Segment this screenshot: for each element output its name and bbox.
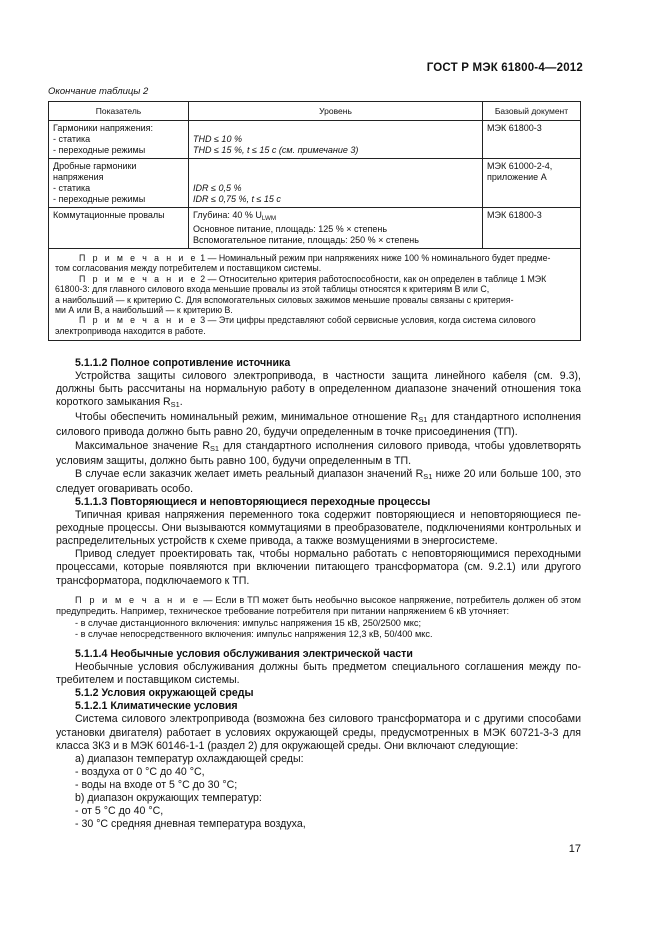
table-row bbox=[49, 159, 581, 208]
cell-line: Коммутационные провалы bbox=[53, 210, 165, 220]
section-heading-5114: 5.1.1.4 Необычные условия обслуживания электрической части bbox=[75, 647, 413, 660]
note-1 bbox=[55, 253, 574, 263]
body-text bbox=[56, 357, 581, 831]
subscript: S1 bbox=[209, 443, 220, 453]
cell-line: IDR ≤ 0,5 % bbox=[193, 183, 242, 193]
note-label: П р и м е ч а н и е bbox=[79, 273, 198, 284]
col-header-indicator: Показатель bbox=[49, 102, 189, 121]
text: В случае если заказчик желает иметь реальный диапазон значений R bbox=[75, 467, 424, 480]
cell-line: МЭК 61000-2-4, bbox=[487, 161, 553, 171]
note-text: 2 — Относительно критерия работоспособности, как он определен в таблице 1 МЭК bbox=[197, 273, 547, 284]
text: для стандартного исполнения силового привода, чтобы удовлетворять условиям защиты, должно быть равно 100, будучи определенным в ТП. bbox=[56, 439, 581, 467]
cell-line: - переходные режимы bbox=[53, 145, 146, 155]
paragraph: Привод следует проектировать так, чтобы нормально работать с неповторяющимися переходными процессами, которые появляются при включении питающего трансформатора (см. 9.2.1) или другого трансформатора, подключаемого к ТП. bbox=[56, 548, 581, 587]
note-line: том согласования между потребителем и поставщиком системы. bbox=[55, 263, 322, 274]
cell-indicator bbox=[49, 121, 189, 159]
cell-line bbox=[193, 210, 478, 224]
note-list-item: - в случае непосредственного включения: импульс напряжения 12,3 кВ, 50/400 мкс. bbox=[75, 629, 433, 640]
list-item: - 30 °С средняя дневная температура воздуха, bbox=[75, 818, 306, 831]
cell-line: - статика bbox=[53, 183, 91, 193]
cell-line: Гармоники напряжения: bbox=[53, 123, 154, 133]
cell-line: приложение А bbox=[487, 172, 547, 182]
depth-text: Глубина: 40 % U bbox=[193, 210, 262, 220]
paragraph: Система силового электропривода (возможна без силового трансформатора и с другими способами установки двигателя) работает в условиях окружающей среды, предусмотренных в МЭК 60721-3-3 для класса 3К3 и в МЭК 60146-1-1 (раздел 2) для окружающей среды. Они включают следующие: bbox=[56, 713, 581, 752]
cell-line: МЭК 61800-3 bbox=[487, 210, 542, 220]
cell-line: Дробные гармоники bbox=[53, 161, 137, 171]
subscript: S1 bbox=[170, 400, 180, 410]
text: Чтобы обеспечить номинальный режим, минимальное отношение R bbox=[75, 411, 419, 424]
col-header-level: Уровень bbox=[189, 102, 483, 121]
note-line: 61800-3: для главного силового входа меньшие провалы из этой таблицы относятся к критериям В или С, bbox=[55, 284, 490, 295]
cell-line: THD ≤ 15 %, t ≤ 15 с (см. примечание 3) bbox=[193, 145, 359, 155]
note-label: П р и м е ч а н и е bbox=[79, 315, 198, 326]
note-text: 3 — Эти цифры представляют собой сервисные условия, когда система силового bbox=[197, 315, 536, 326]
text: . bbox=[179, 396, 183, 409]
cell-indicator bbox=[49, 159, 189, 208]
table-row bbox=[49, 208, 581, 249]
col-header-reference: Базовый документ bbox=[483, 102, 581, 121]
text: Максимальное значение R bbox=[75, 439, 210, 452]
cell-indicator bbox=[49, 208, 189, 249]
cell-line: - переходные режимы bbox=[53, 194, 146, 204]
paragraph bbox=[56, 370, 581, 411]
table-notes bbox=[49, 249, 581, 341]
cell-line: IDR ≤ 0,75 %, t ≤ 15 с bbox=[193, 194, 281, 204]
section-heading-5121: 5.1.2.1 Климатические условия bbox=[75, 700, 238, 713]
note-2 bbox=[55, 274, 574, 284]
cell-line: THD ≤ 10 % bbox=[193, 134, 242, 144]
note-line: электропривода находится в работе. bbox=[55, 325, 206, 336]
table-caption: Окончание таблицы 2 bbox=[48, 86, 149, 97]
cell-reference bbox=[483, 121, 581, 159]
note-label: П р и м е ч а н и е bbox=[75, 594, 201, 605]
list-item: а) диапазон температур охлаждающей среды: bbox=[75, 752, 304, 765]
note bbox=[56, 595, 581, 618]
specs-table bbox=[48, 101, 581, 341]
cell-level bbox=[189, 159, 483, 208]
note-line: ми А или В, а наибольший — к критерию В. bbox=[55, 305, 233, 316]
list-item: - воды на входе от 5 °С до 30 °С; bbox=[75, 778, 238, 791]
table-header-row bbox=[49, 102, 581, 121]
paragraph: Необычные условия обслуживания должны быть предметом специального соглашения между потребителем и поставщиком системы. bbox=[56, 661, 581, 687]
list-item: - от 5 °С до 40 °С, bbox=[75, 805, 164, 818]
paragraph bbox=[56, 440, 581, 468]
subscript: S1 bbox=[423, 471, 433, 481]
table-notes-row bbox=[49, 249, 581, 341]
cell-level bbox=[189, 208, 483, 249]
document-code: ГОСТ Р МЭК 61800-4—2012 bbox=[426, 62, 583, 74]
cell-line: напряжения bbox=[53, 172, 104, 182]
section-heading-5113: 5.1.1.3 Повторяющиеся и неповторяющиеся переходные процессы bbox=[75, 495, 431, 508]
paragraph: Типичная кривая напряжения переменного тока содержит повторяющиеся и неповторяющиеся переходные процессы. Они вызываются коммутациями в преобразователе, подключениями контрольных и распределительных устройств к схеме привода, а также возмущениями в энергосистеме. bbox=[56, 509, 581, 548]
list-item: - воздуха от 0 °С до 40 °С, bbox=[75, 765, 205, 778]
note-label: П р и м е ч а н и е bbox=[79, 253, 198, 263]
note-line: а наибольший — к критерию С. Для вспомогательных силовых зажимов меньшие провалы связаны с критерия- bbox=[55, 294, 514, 305]
cell-line: Основное питание, площадь: 125 % × степень bbox=[193, 224, 388, 234]
paragraph bbox=[56, 411, 581, 439]
page-number: 17 bbox=[568, 843, 581, 855]
paragraph bbox=[56, 468, 581, 496]
cell-line: Вспомогательное питание, площадь: 250 % × степень bbox=[193, 235, 419, 245]
list-item: b) диапазон окружающих температур: bbox=[75, 792, 262, 804]
note-list-item: - в случае дистанционного включения: импульс напряжения 15 кВ, 250/2500 мкс; bbox=[75, 617, 422, 628]
text: Устройства защиты силового электропривода, в частности защита линейного кабеля (см. 9.3), должны быть рассчитаны на нормальную работу в определенном диапазоне значений отношения тока короткого замыкания R bbox=[56, 370, 581, 409]
cell-reference bbox=[483, 159, 581, 208]
table-row bbox=[49, 121, 581, 159]
text: ниже 20 или больше 100, это следует оговаривать особо. bbox=[56, 467, 581, 495]
cell-line: - статика bbox=[53, 134, 91, 144]
note-text: 1 — Номинальный режим при напряжениях ниже 100 % номинального будет предме- bbox=[197, 253, 551, 263]
cell-line: МЭК 61800-3 bbox=[487, 123, 542, 133]
section-heading-5112: 5.1.1.2 Полное сопротивление источника bbox=[75, 357, 291, 369]
subscript: S1 bbox=[418, 415, 428, 425]
section-heading-512: 5.1.2 Условия окружающей среды bbox=[75, 687, 254, 700]
note-text: — Если в ТП может быть необычно высокое напряжение, потребитель должен об этом предупредить. Например, техническое требование потребителя при питании напряжением 6 кВ уточняет: bbox=[56, 594, 581, 617]
cell-reference bbox=[483, 208, 581, 249]
text: для стандартного исполнения силового привода должно быть равно 20, будучи определенным в точке присоединения (ТП). bbox=[56, 411, 581, 439]
note-3 bbox=[55, 315, 574, 325]
cell-level bbox=[189, 121, 483, 159]
subscript: LWM bbox=[261, 215, 277, 222]
